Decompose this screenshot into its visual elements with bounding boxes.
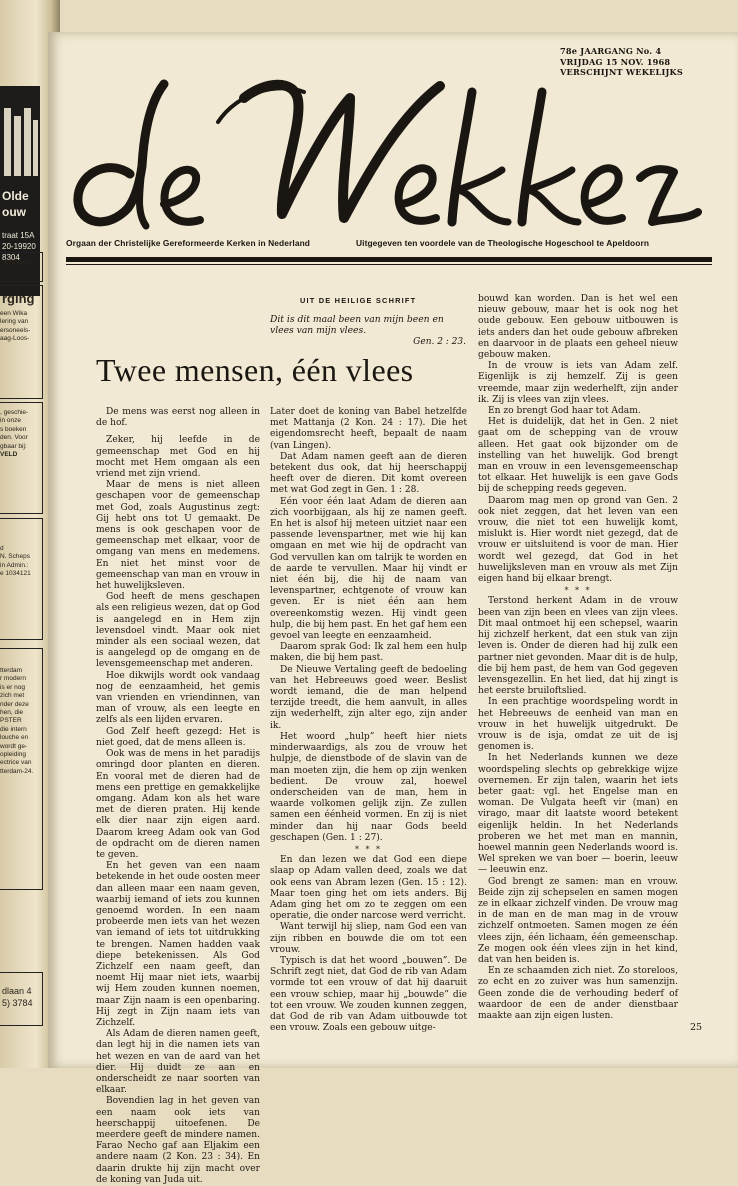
advert-line: wordt ge- xyxy=(0,742,28,750)
paragraph: God heeft de mens geschapen als een religieus wezen, dat op God is aangelegd en in Hem zijn levensdoel vindt. Maar ook niet minder als een sociaal wezen, dat is aangelegd op de omgang en de levensgemeenschap met anderen. xyxy=(96,592,260,670)
advert-line: tterdam-24. xyxy=(0,767,34,775)
advert-line: dlaan 4 xyxy=(2,986,32,996)
advert-line: 20-19920 xyxy=(2,242,36,251)
advert-line: e 1034121 xyxy=(0,570,31,578)
advert-line: louche en xyxy=(0,734,29,742)
advert-box xyxy=(0,972,43,1026)
advert-box xyxy=(0,252,43,282)
paragraph: Het woord „hulp” heeft hier niets minderwaardigs, als zou de vrouw het hulpje, de dienstbode of de slavin van de man moeten zijn, die hem op zijn wenken bedient. De vrouw zal, hoewel onderscheiden van de man, hem in waarde volkomen gelijk zijn. Ze zullen samen een éénheid vormen. En zij is niet minder dan hij naar Gods beeld geschapen (Gen. 1 : 27). xyxy=(270,731,467,843)
paragraph: Maar de mens is niet alleen geschapen voor de gemeenschap met God, zoals Augustinus zegt: Gij hebt ons tot U gemaakt. De mens is ook geschapen voor de gemeenschap met elkaar, voor de omgang van mens en medemens. En niet het minst voor de gemeenschap van man en vrouw in het huwelijksleven. xyxy=(96,480,260,592)
advert-box xyxy=(0,518,43,640)
paragraph: God brengt ze samen: man en vrouw. Beide zijn zij schepselen en samen mogen ze in elkaar zichzelf vinden. De vrouw mag in de man en de man mag in de vrouw zichzelf ontmoeten. Samen mogen ze één vlees zijn, één lichaam, één gemeenschap. Ze mogen ook één vlees zijn in het kind, dat van hen beiden is. xyxy=(478,876,678,965)
paragraph: Ook was de mens in het paradijs omringd door planten en dieren. En vooral met de dieren had de mens een prettige en gemakkelijke omgang. Adam kon als het ware met de dieren praten. Hij kende elk dier naar zijn eigen aard. Daarom kreeg Adam ook van God de opdracht om de dieren namen te geven. xyxy=(96,749,260,860)
motto-quote: Dit is dit maal been van mijn been en vlees van mijn vlees. xyxy=(270,314,444,337)
advert-line: hen, die xyxy=(0,709,24,717)
article-column-2 xyxy=(270,407,467,1034)
advert-line: 5) 3784 xyxy=(2,998,33,1008)
separator-asterisks: * * * xyxy=(564,586,592,596)
advert-line: zich met xyxy=(0,692,25,700)
advert-line: den. Voor xyxy=(0,434,28,442)
paragraph: Want terwijl hij sliep, nam God een van zijn ribben en bouwde die om tot een vrouw. xyxy=(270,922,467,955)
paragraph: Terstond herkent Adam in de vrouw been van zijn been en vlees van zijn vlees. Dit maal ontmoet hij een schepsel, waarin hij zichzelf herkent, dat een stuk van zijn leven is. Onder de dieren had hij zulk een partner niet gevonden. Maar dit is de hulp, die bij hem past, de hem van God gegeven levensgezellin. En het lied, dat hij zingt is het eerste bruiloftslied. xyxy=(478,596,678,697)
advert-line: die intern xyxy=(0,725,27,733)
advert-line: N. Scheps xyxy=(0,553,30,561)
paragraph: En ze schaamden zich niet. Zo storeloos, zo echt en zo zuiver was hun samenzijn. Geen zonde die de verhouding bederf of waardoor de een de ander dienstbaar maakte aan zijn eigen lusten. xyxy=(478,966,678,1021)
masthead-subtitle-right: Uitgegeven ten voordele van de Theologische Hogeschool te Apeldoorn xyxy=(356,238,650,248)
section-heading: UIT DE HEILIGE SCHRIFT xyxy=(300,296,417,305)
paragraph: Dat Adam namen geeft aan de dieren betekent dus ook, dat hij heerschappij heeft over de dieren. Dit komt overeen met wat God zegt in Gen. 1 : 28. xyxy=(270,451,467,496)
paragraph: De mens was eerst nog alleen in de hof. xyxy=(96,407,260,429)
advert-line: tterdam xyxy=(0,667,23,674)
masthead-logo xyxy=(68,62,708,242)
advert-line: gbaar bij: xyxy=(0,442,27,450)
advert-line: traat 15A xyxy=(2,231,35,240)
issue-volume: 78e JAARGANG No. 4 xyxy=(560,46,662,56)
advert-line: ouw xyxy=(2,205,26,219)
paragraph: In het Nederlands kunnen we deze woordspeling slechts op gebrekkige wijze overnemen. Er zijn talen, waarin het iets beter gaat: vgl. het Engelse man en woman. De Vulgata heeft vir (man) en virago, maar dit laatste woord betekent eigenlijk heldin. In het Nederlands proberen we het met man en mannin, hoewel mannin geen Nederlands woord is. Wel spreken we van boer — boerin, leeuw — leeuwin enz. xyxy=(478,753,678,876)
bars-logo-icon xyxy=(0,94,40,184)
advert-line: d xyxy=(0,545,4,552)
page-number: 25 xyxy=(690,1022,703,1033)
advert-line: ENDAAL" xyxy=(4,259,33,266)
masthead-subtitle-left: Orgaan der Christelijke Gereformeerde Kerken in Nederland xyxy=(66,238,311,248)
issue-frequency: VERSCHIJNT WEKELIJKS xyxy=(560,67,683,77)
advert-box xyxy=(0,285,43,399)
advert-line: een Wika xyxy=(0,310,28,317)
advert-line: Olde xyxy=(2,189,29,203)
paragraph: Zeker, hij leefde in de gemeenschap met God en hij mocht met Hem omgaan als een vriend met zijn vriend. xyxy=(96,435,260,480)
paragraph: Typisch is dat het woord „bouwen”. De Schrift zegt niet, dat God de rib van Adam vormde tot een vrouw of dat hij daaruit een vrouw schiep, maar hij „bouwde” die tot een vrouw. We zouden kunnen zeggen, dat God de rib van Adam uitbouwde tot een vrouw. Zoals een gebouw uitge- xyxy=(270,955,467,1034)
advert-line: rging xyxy=(2,291,35,306)
paragraph: God Zelf heeft gezegd: Het is niet goed, dat de mens alleen is. xyxy=(96,726,260,748)
paragraph: En het geven van een naam betekende in het oude oosten meer dan alleen maar een naam geven, waarbij iemand of iets zou kunnen genoemd worden. In een naam probeerde men iets van het wezen van iemand of iets tot uitdrukking te brengen. Namen hadden vaak diepe betekenissen. Als God Zichzelf een naam geeft, dan noemt Hij maar niet iets, waarbij wij Hem zouden kunnen noemen, maar Zijn naam is een openbaring. Hij zegt in Zijn naam iets van Zichzelf. xyxy=(96,861,260,1028)
advert-line: 8304 xyxy=(2,253,20,262)
advert-line: r modern xyxy=(0,675,27,683)
advert-line: lering van xyxy=(0,318,29,326)
advert-line: in onze xyxy=(0,417,21,425)
paragraph: Het is duidelijk, dat het in Gen. 2 niet gaat om de schepping van de vrouw alleen. Het gaat ook bijzonder om de instelling van het huwelijk. God brengt man en vrouw in een levensgemeenschap tot elkaar. Het huwelijk is een gave Gods bij de schepping reeds gegeven. xyxy=(478,417,678,495)
motto-reference: Gen. 2 : 23. xyxy=(413,337,466,347)
advert-line: PSTER xyxy=(0,717,22,725)
paragraph: De Nieuwe Vertaling geeft de bedoeling van het Hebreeuws goed weer. Beslist wordt iemand, die de man helpend terzijde treedt, die hem aanvult, in alles zijn wederhelft, zijn alter ego, zijn ander ik. xyxy=(270,664,467,731)
advert-line: ersoneels- xyxy=(0,326,31,334)
paragraph: En dan lezen we dat God een diepe slaap op Adam vallen deed, zoals we dat ook eens van Abram lezen (Gen. 15 : 12). Maar toen ging het om iets anders. Bij Adam ging het om zo te zeggen om een operatie, die onder narcose werd verricht. xyxy=(270,855,467,922)
paragraph: Als Adam de dieren namen geeft, dan legt hij in die namen iets van het wezen en van de aard van het dier. Hij duidt ze aan en onderscheidt ze naar soorten van elkaar. xyxy=(96,1029,260,1096)
advert-box xyxy=(0,402,43,514)
article-title: Twee mensen, één vlees xyxy=(96,352,414,388)
advert-line: is er nog xyxy=(0,683,25,691)
advert-line: aag-Loos- xyxy=(0,335,30,343)
left-page-strip xyxy=(0,42,44,1027)
masthead-rule xyxy=(66,257,712,262)
paragraph: bouwd kan worden. Dan is het wel een nieuw gebouw, maar het is ook nog het oude gebouw. Een gebouw uitbouwen is iets anders dan het oude gebouw afbreken en daarvoor in de plaats een geheel nieuw gebouw maken. xyxy=(478,294,678,361)
advert-line: ectrice van xyxy=(0,759,32,767)
advert-line: s boeken xyxy=(0,425,27,433)
article-column-1 xyxy=(96,407,260,1186)
paragraph: Hoe dikwijls wordt ook vandaag nog de eenzaamheid, het gemis van vrienden en vriendinnen, van man of vrouw, als een leegte en zelfs als een lijden ervaren. xyxy=(96,670,260,726)
paragraph: In de vrouw is iets van Adam zelf. Eigenlijk is zij hemzelf. Zij is geen vreemde, maar zijn wederhelft, zijn ander ik. Zij is vlees van zijn vlees. xyxy=(478,361,678,405)
paragraph: Daarom mag men op grond van Gen. 2 ook niet zeggen, dat het leven van een vrouw, die niet tot een huwelijk komt, mislukt is. Hier wordt niet gezegd, dat de vrouw er uitsluitend is voor de man. Hier wordt wel gezegd, dat God in het huwelijksleven man en vrouw als met Zijn eigen hand bij elkaar brengt. xyxy=(478,495,678,585)
article-column-3 xyxy=(478,294,678,1022)
advert-line: nder deze xyxy=(0,700,29,708)
paragraph: In een prachtige woordspeling wordt in het Hebreeuws de eenheid van man en vrouw in het huwelijk uitgedrukt. De vrouw is de isja, omdat ze uit de isj genomen is. xyxy=(478,697,678,753)
masthead-rule-thin xyxy=(66,264,712,265)
advert-box xyxy=(0,648,43,890)
advert-line: VELD xyxy=(0,451,18,459)
paragraph: Bovendien lag in het geven van een naam ook iets van heerschappij uitoefenen. De meerdere geeft de mindere namen. Farao Necho gaf aan Eljakim een andere naam (2 Kon. 23 : 34). En daarin drukte hij zijn macht over de koning van Juda uit. xyxy=(96,1096,260,1185)
paragraph: Daarom sprak God: Ik zal hem een hulp maken, die bij hem past. xyxy=(270,642,467,664)
paragraph: En zo brengt God haar tot Adam. xyxy=(488,406,641,417)
advert-line: in Admin.: xyxy=(0,561,29,569)
paragraph: Later doet de koning van Babel hetzelfde met Mattanja (2 Kon. 24 : 17). Die het eigendomsrecht heeft, bepaalt de naam (van Lingen). xyxy=(270,407,467,451)
issue-date: VRIJDAG 15 NOV. 1968 xyxy=(560,56,671,67)
paragraph: Eén voor één laat Adam de dieren aan zich voorbijgaan, als hij ze namen geeft. En het is alsof hij meteen uitziet naar een passende levenspartner, met wie hij kan omgaan en met wie hij de opdracht van God vervullen kan om talrijk te worden en de aarde te vervullen. Maar hij vindt er niet één bij, die hij de naam van levenspartner, echtgenote of vrouw kan geven. Er is niet één aan hem overeenkomstig wezen. Hij vindt geen hulp, die bij hem past. En het gaf hem een gevoel van leegte en eenzaamheid. xyxy=(270,496,467,642)
separator-asterisks: * * * xyxy=(354,844,383,854)
advert-line: , geschie- xyxy=(0,409,29,416)
advert-line: opleiding xyxy=(0,751,27,759)
